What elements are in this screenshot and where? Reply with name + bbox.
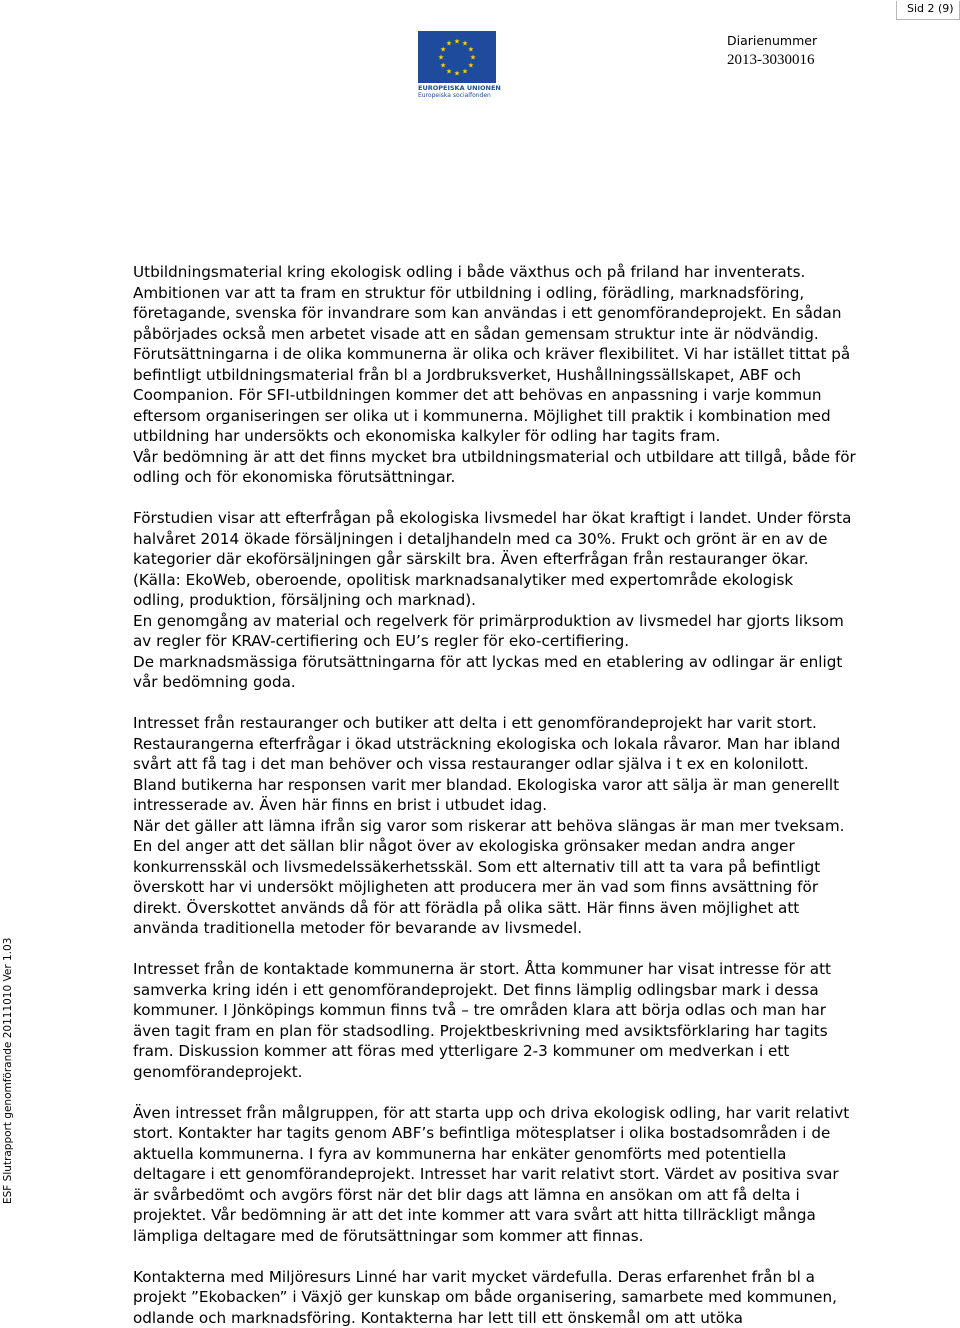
text-line: intresserade av. Även här finns en brist i utbudet idag. — [133, 795, 953, 816]
eu-flag-icon — [418, 31, 496, 83]
text-line: odling, produktion, försäljning och marknad). — [133, 590, 953, 611]
text-line: direkt. Överskottet används då för att förädla på olika sätt. Här finns även möjlighet att — [133, 898, 953, 919]
text-line: konkurrensskäl och livsmedelssäkerhetsskäl. Som ett alternativ till att ta vara på befintligt — [133, 857, 953, 878]
eu-star-icon: ★ — [454, 70, 460, 78]
text-line: genomförandeprojekt. — [133, 1062, 953, 1083]
text-line: Intresset från de kontaktade kommunerna är stort. Åtta kommuner har visat intresse för att — [133, 959, 953, 980]
eu-star-icon: ★ — [440, 46, 446, 54]
text-line: Förutsättningarna i de olika kommunerna är olika och kräver flexibilitet. Vi har istället tittat på — [133, 344, 953, 365]
text-line: fram. Diskussion kommer att föras med ytterligare 2-3 kommuner om medverkan i ett — [133, 1041, 953, 1062]
eu-logo — [418, 31, 498, 99]
text-line: överskott har vi undersökt möjligheten att producera mer än vad som finns avsättning för — [133, 877, 953, 898]
diary-block — [727, 33, 817, 70]
text-line: halvåret 2014 ökade försäljningen i detaljhandeln med ca 30%. Frukt och grönt är en av de — [133, 529, 953, 550]
text-line: Utbildningsmaterial kring ekologisk odling i både växthus och på friland har inventerats. — [133, 262, 953, 283]
text-line: En del anger att det sällan blir något över av ekologiska grönsaker medan andra anger — [133, 836, 953, 857]
text-line: Ambitionen var att ta fram en struktur för utbildning i odling, förädling, marknadsföring, — [133, 283, 953, 304]
text-line: Intresset från restauranger och butiker att delta i ett genomförandeprojekt har varit stort. — [133, 713, 953, 734]
text-line: En genomgång av material och regelverk för primärproduktion av livsmedel har gjorts liksom — [133, 611, 953, 632]
eu-star-icon: ★ — [446, 40, 452, 48]
document-version-label: ESF Slutrapport genomförande 20111010 Ver 1.03 — [2, 1014, 14, 1204]
text-line: befintligt utbildningsmaterial från bl a Jordbruksverket, Hushållningssällskapet, ABF och — [133, 365, 953, 386]
text-line: företagande, svenska för invandrare som kan användas i ett genomförandeprojekt. En sådan — [133, 303, 953, 324]
text-line: Vår bedömning är att det finns mycket bra utbildningsmaterial och utbildare att tillgå, både för — [133, 447, 953, 468]
eu-star-icon: ★ — [438, 54, 444, 62]
text-line: Bland butikerna har responsen varit mer blandad. Ekologiska varor att sälja är man generellt — [133, 775, 953, 796]
text-line: eftersom organiseringen ser olika ut i kommunerna. Möjlighet till praktik i kombination med — [133, 406, 953, 427]
text-line: När det gäller att lämna ifrån sig varor som riskerar att behöva slängas är man mer tveksam. — [133, 816, 953, 837]
text-line: (Källa: EkoWeb, oberoende, opolitisk marknadsanalytiker med expertområde ekologisk — [133, 570, 953, 591]
text-line: Förstudien visar att efterfrågan på ekologiska livsmedel har ökat kraftigt i landet. Under första — [133, 508, 953, 529]
eu-star-icon: ★ — [468, 62, 474, 70]
diary-label: Diarienummer — [727, 33, 817, 48]
eu-star-icon: ★ — [462, 67, 468, 75]
page-number-label: Sid 2 (9) — [896, 1, 960, 20]
text-line: kommuner. I Jönköpings kommun finns två – tre områden klara att börja odlas och man har — [133, 1000, 953, 1021]
eu-star-icon: ★ — [446, 67, 452, 75]
text-line: deltagare i ett genomförandeprojekt. Intresset har varit relativt stort. Värdet av positiva svar — [133, 1164, 953, 1185]
text-line: vår bedömning goda. — [133, 672, 953, 693]
text-line: Kontakterna med Miljöresurs Linné har varit mycket värdefulla. Deras erfarenhet från bl a — [133, 1267, 953, 1288]
text-line: Restaurangerna efterfrågar i ökad utsträckning ekologiska och lokala råvaror. Man har ibland — [133, 734, 953, 755]
text-line: är svårbedömt och avgörs först när det blir dags att lämna en ansökan om att få delta i — [133, 1185, 953, 1206]
text-line: lämpliga deltagare med de förutsättningar som kommer att finnas. — [133, 1226, 953, 1247]
eu-star-icon: ★ — [462, 40, 468, 48]
text-line: De marknadsmässiga förutsättningarna för att lyckas med en etablering av odlingar är enligt — [133, 652, 953, 673]
text-line: använda traditionella metoder för bevarande av livsmedel. — [133, 918, 953, 939]
eu-logo-subtitle: Europeiska socialfonden — [418, 92, 498, 99]
eu-star-icon: ★ — [440, 62, 446, 70]
diary-number: 2013-3030016 — [727, 51, 817, 70]
text-line: odling och för ekonomiska förutsättningar. — [133, 467, 953, 488]
text-line: även tagit fram en plan för stadsodling. Projektbeskrivning med avsiktsförklaring har tagits — [133, 1021, 953, 1042]
text-line: utbildning har undersökts och ekonomiska kalkyler för odling har tagits fram. — [133, 426, 953, 447]
eu-logo-name: EUROPEISKA UNIONEN — [418, 85, 498, 92]
text-line: stort. Kontakter har tagits genom ABF’s befintliga mötesplatser i olika bostadsområden i de — [133, 1123, 953, 1144]
text-line: svårt att få tag i det man behöver och vissa restauranger odlar själva i t ex en kolonilott. — [133, 754, 953, 775]
text-line: av regler för KRAV-certifiering och EU’s regler för eko-certifiering. — [133, 631, 953, 652]
text-line: odlande och marknadsföring. Kontakterna har lett till ett önskemål om att utöka — [133, 1308, 953, 1328]
text-line: samverka kring idén i ett genomförandeprojekt. Det finns lämplig odlingsbar mark i dessa — [133, 980, 953, 1001]
text-line: kategorier där ekoförsäljningen går särskilt bra. Även efterfrågan från restauranger ökar. — [133, 549, 953, 570]
text-line: projektet. Vår bedömning är att det inte kommer att vara svårt att hitta tillräckligt många — [133, 1205, 953, 1226]
body-section-1 — [133, 262, 953, 1328]
text-line: Coompanion. För SFI-utbildningen kommer det att behövas en anpassning i varje kommun — [133, 385, 953, 406]
text-line: påbörjades också men arbetet visade att en sådan gemensam struktur inte är nödvändig. — [133, 324, 953, 345]
text-line: Även intresset från målgruppen, för att starta upp och driva ekologisk odling, har varit relativt — [133, 1103, 953, 1124]
eu-star-icon: ★ — [454, 38, 460, 46]
text-line: aktuella kommunerna. I fyra av kommunerna har enkäter genomförts med potentiella — [133, 1144, 953, 1165]
eu-star-icon: ★ — [470, 54, 476, 62]
text-line: projekt ”Ekobacken” i Växjö ger kunskap om både organisering, samarbete med kommunen, — [133, 1287, 953, 1308]
eu-star-icon: ★ — [468, 46, 474, 54]
